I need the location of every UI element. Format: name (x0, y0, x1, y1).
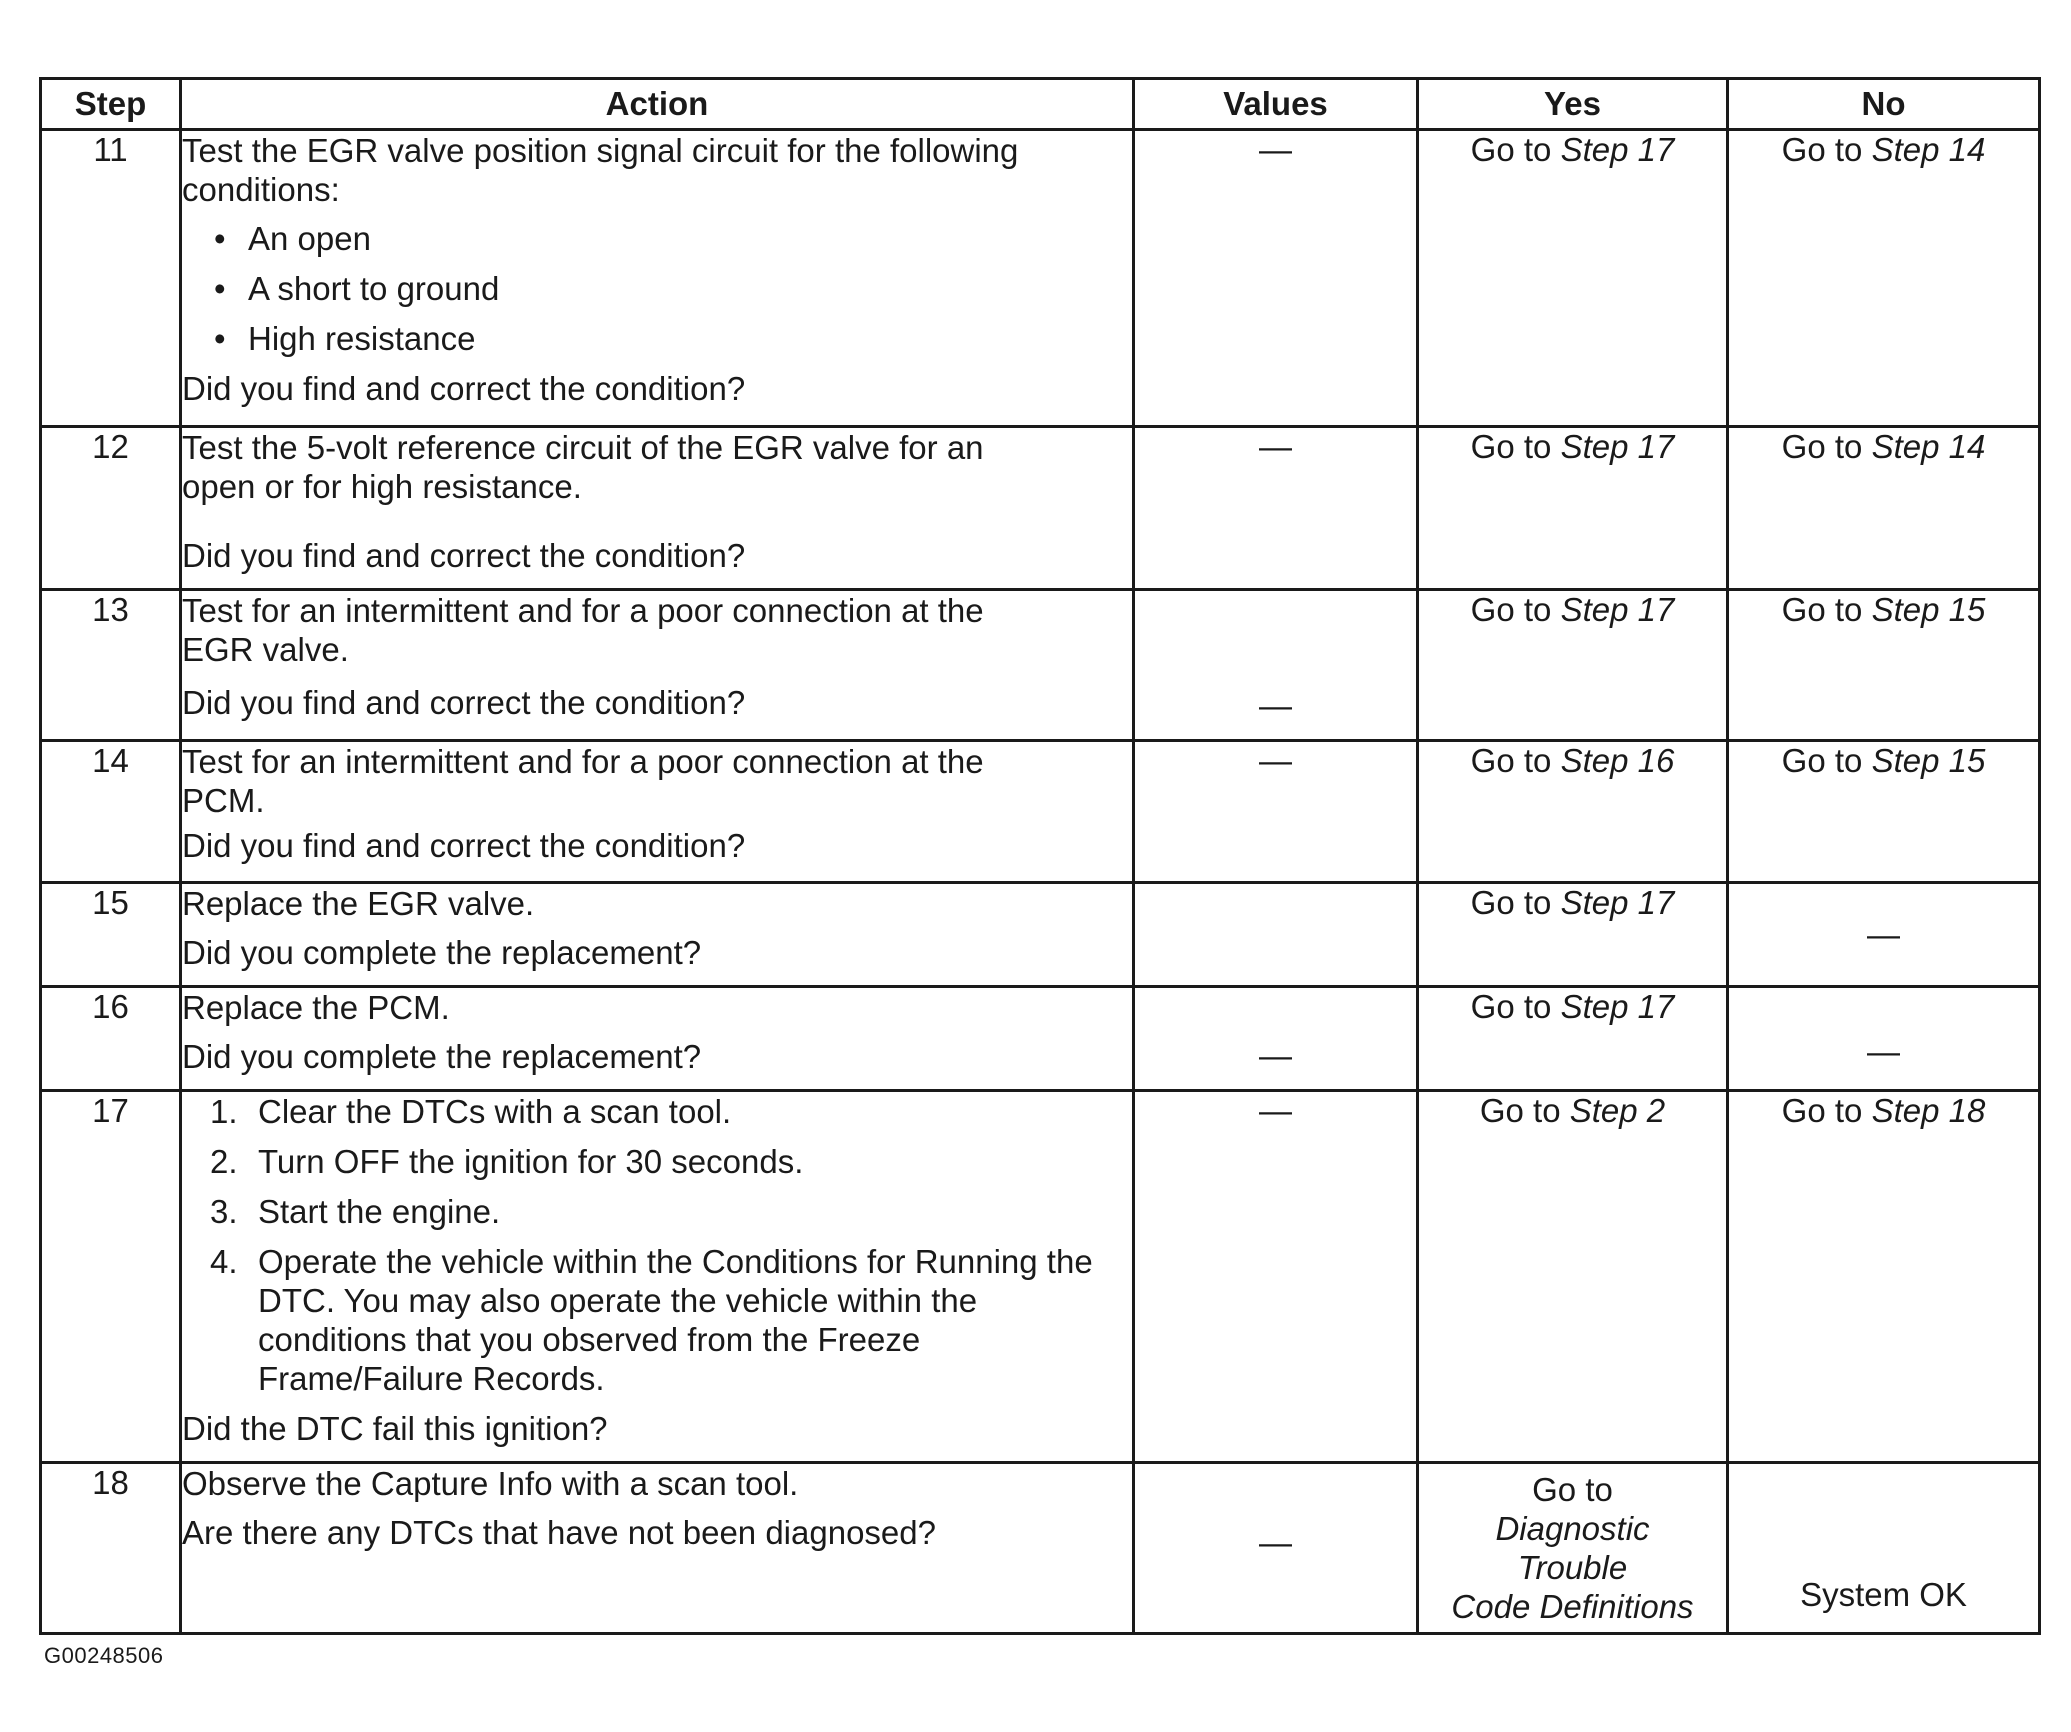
table-row (41, 1463, 2040, 1634)
list-item: 2. Turn OFF the ignition for 30 seconds. (210, 1143, 804, 1180)
no-cell: — (1728, 883, 2040, 987)
list-item: • High resistance (214, 320, 476, 357)
values-cell: — (1134, 130, 1418, 427)
header-yes: Yes (1418, 79, 1728, 130)
step-number: 18 (41, 1463, 181, 1634)
diagnostic-table (39, 77, 2041, 1635)
action-question: Did you find and correct the condition? (182, 827, 746, 864)
yes-cell: Go to Step 17 (1418, 987, 1728, 1091)
action-cell (181, 987, 1134, 1091)
action-cell (181, 1091, 1134, 1463)
action-intro: Test for an intermittent and for a poor connection at the EGR valve. (182, 592, 984, 668)
section-reference: Trouble (1517, 1549, 1628, 1586)
action-question: Did you complete the replacement? (182, 934, 702, 971)
header-no: No (1728, 79, 2040, 130)
step-reference: Step 15 (1871, 591, 1986, 628)
step-reference: Step 16 (1560, 742, 1675, 779)
values-cell: — (1134, 741, 1418, 883)
step-reference: Step 18 (1871, 1092, 1986, 1129)
action-cell (181, 741, 1134, 883)
no-cell: System OK (1728, 1463, 2040, 1634)
header-action: Action (181, 79, 1134, 130)
step-reference: Step 17 (1560, 428, 1675, 465)
condition-list (182, 219, 1132, 358)
bullet-icon: • (214, 270, 226, 307)
values-cell: — (1134, 1463, 1418, 1634)
step-reference: Step 15 (1871, 742, 1986, 779)
no-cell: Go to Step 15 (1728, 590, 2040, 741)
values-cell: — (1134, 427, 1418, 590)
procedure-list (182, 1092, 1132, 1398)
diagnostic-table-sheet (39, 77, 2038, 1635)
action-intro: Test for an intermittent and for a poor connection at the PCM. (182, 743, 984, 819)
bullet-icon: • (214, 320, 226, 357)
section-reference: Code Definitions (1451, 1588, 1694, 1625)
step-number: 15 (41, 883, 181, 987)
yes-cell: Go to Step 17 (1418, 427, 1728, 590)
action-question: Are there any DTCs that have not been diagnosed? (182, 1514, 936, 1551)
table-row (41, 590, 2040, 741)
list-item: • A short to ground (214, 270, 500, 307)
step-reference: Step 17 (1560, 591, 1675, 628)
action-question: Did you find and correct the condition? (182, 370, 746, 407)
table-row (41, 883, 2040, 987)
values-cell: — (1134, 590, 1418, 741)
action-cell (181, 1463, 1134, 1634)
action-cell (181, 427, 1134, 590)
values-cell: — (1134, 987, 1418, 1091)
list-item: 1. Clear the DTCs with a scan tool. (210, 1093, 732, 1130)
bullet-icon: • (214, 220, 226, 257)
yes-cell: Go to Diagnostic Trouble Code Definitions (1418, 1463, 1728, 1634)
yes-cell: Go to Step 16 (1418, 741, 1728, 883)
action-intro: Test the 5-volt reference circuit of the EGR valve for an open or for high resistance. (182, 429, 984, 505)
header-values: Values (1134, 79, 1418, 130)
action-question: Did you find and correct the condition? (182, 684, 746, 721)
figure-id: G00248506 (44, 1643, 164, 1668)
yes-cell: Go to Step 17 (1418, 590, 1728, 741)
step-number: 13 (41, 590, 181, 741)
no-cell: Go to Step 14 (1728, 427, 2040, 590)
no-cell: — (1728, 987, 2040, 1091)
yes-cell: Go to Step 17 (1418, 130, 1728, 427)
section-reference: Diagnostic (1495, 1510, 1650, 1547)
action-question: Did you find and correct the condition? (182, 537, 746, 574)
values-cell: — (1134, 1091, 1418, 1463)
table-row (41, 427, 2040, 590)
header-step: Step (41, 79, 181, 130)
step-reference: Step 14 (1871, 428, 1986, 465)
step-number: 12 (41, 427, 181, 590)
step-reference: Step 17 (1560, 988, 1675, 1025)
values-cell (1134, 883, 1418, 987)
list-item: 3. Start the engine. (210, 1193, 501, 1230)
yes-cell: Go to Step 17 (1418, 883, 1728, 987)
action-cell (181, 130, 1134, 427)
header-row (41, 79, 2040, 130)
list-item: • An open (214, 220, 371, 257)
action-question: Did the DTC fail this ignition? (182, 1410, 608, 1447)
table-row (41, 1091, 2040, 1463)
step-reference: Step 17 (1560, 884, 1675, 921)
table-row (41, 741, 2040, 883)
step-number: 17 (41, 1091, 181, 1463)
action-cell (181, 590, 1134, 741)
action-intro: Replace the EGR valve. (182, 885, 535, 922)
step-reference: Step 17 (1560, 131, 1675, 168)
no-cell: Go to Step 18 (1728, 1091, 2040, 1463)
action-question: Did you complete the replacement? (182, 1038, 702, 1075)
yes-cell: Go to Step 2 (1418, 1091, 1728, 1463)
action-intro: Replace the PCM. (182, 989, 450, 1026)
list-item: 4. Operate the vehicle within the Conditions for Running the DTC. You may also operate the vehicle within the conditions that you observed from the Freeze Frame/Failure Records. (210, 1243, 1093, 1397)
no-cell: Go to Step 14 (1728, 130, 2040, 427)
table-row (41, 130, 2040, 427)
table-row (41, 987, 2040, 1091)
no-cell: Go to Step 15 (1728, 741, 2040, 883)
step-number: 11 (41, 130, 181, 427)
step-reference: Step 2 (1569, 1092, 1666, 1129)
action-cell (181, 883, 1134, 987)
action-intro: Observe the Capture Info with a scan tool. (182, 1465, 799, 1502)
action-intro: Test the EGR valve position signal circuit for the following conditions: (182, 132, 1019, 208)
step-number: 14 (41, 741, 181, 883)
step-reference: Step 14 (1871, 131, 1986, 168)
step-number: 16 (41, 987, 181, 1091)
